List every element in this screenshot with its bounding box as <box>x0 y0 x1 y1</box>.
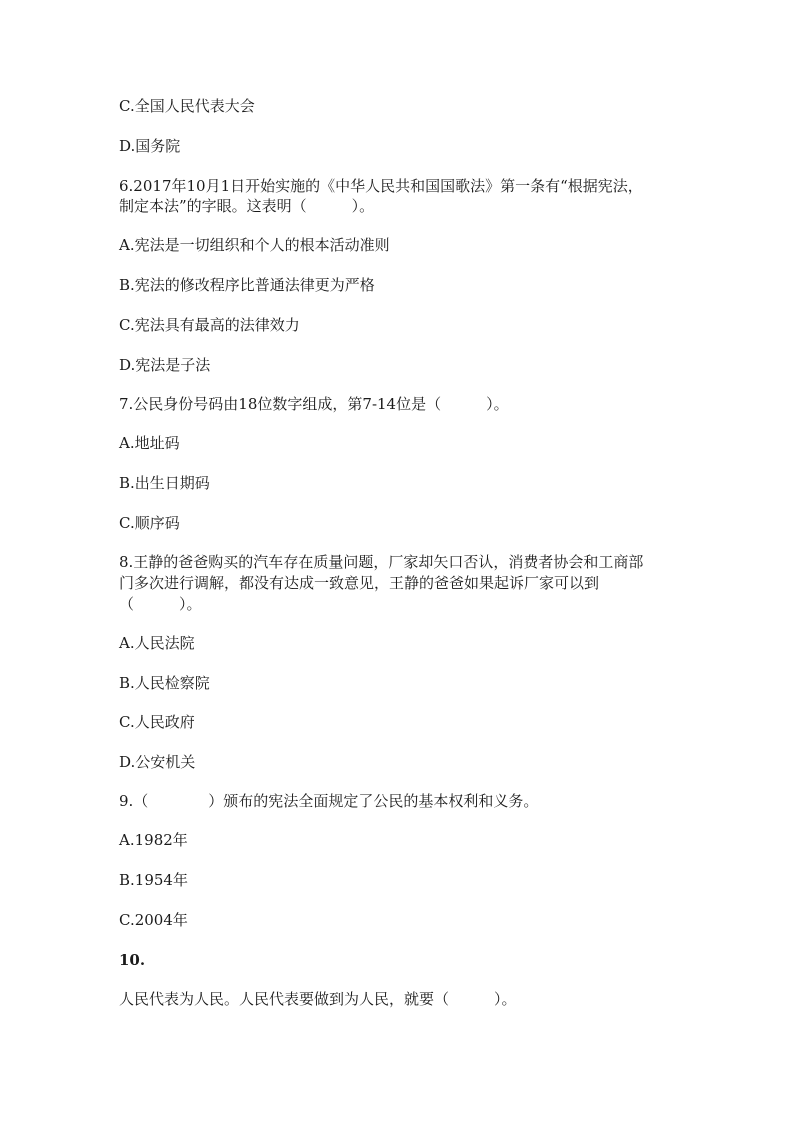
option-q9-a: A.1982年 <box>119 831 188 849</box>
option-q5-d: D.国务院 <box>119 137 181 155</box>
option-q9-b: B.1954年 <box>119 871 188 889</box>
question-6-stem-line-2: 制定本法”的字眼。这表明（ ）。 <box>119 197 375 215</box>
option-q8-b: B.人民检察院 <box>119 674 210 692</box>
question-8-stem-line-3: （ ）。 <box>119 595 202 613</box>
option-q6-d: D.宪法是子法 <box>119 356 211 374</box>
question-8-stem-line-1: 8.王静的爸爸购买的汽车存在质量问题，厂家却矢口否认，消费者协会和工商部 <box>119 553 644 571</box>
option-q6-a: A.宪法是一切组织和个人的根本活动准则 <box>119 236 390 254</box>
option-q8-d: D.公安机关 <box>119 753 196 771</box>
question-6-stem-line-1: 6.2017年10月1日开始实施的《中华人民共和国国歌法》第一条有“根据宪法， <box>119 177 643 195</box>
option-q8-c: C.人民政府 <box>119 713 195 731</box>
option-q7-a: A.地址码 <box>119 434 180 452</box>
option-q5-c: C.全国人民代表大会 <box>119 97 255 115</box>
option-q9-c: C.2004年 <box>119 911 188 929</box>
option-q7-b: B.出生日期码 <box>119 474 210 492</box>
option-q6-b: B.宪法的修改程序比普通法律更为严格 <box>119 276 375 294</box>
option-q7-c: C.顺序码 <box>119 514 180 532</box>
option-q8-a: A.人民法院 <box>119 634 195 652</box>
question-10-stem: 人民代表为人民。人民代表要做到为人民，就要（ ）。 <box>119 990 517 1008</box>
question-8-stem-line-2: 门多次进行调解，都没有达成一致意见，王静的爸爸如果起诉厂家可以到 <box>119 574 600 592</box>
question-9-stem: 9.（ ）颁布的宪法全面规定了公民的基本权利和义务。 <box>119 792 539 810</box>
question-7-stem: 7.公民身份号码由18位数字组成，第7-14位是（ ）。 <box>119 395 509 413</box>
option-q6-c: C.宪法具有最高的法律效力 <box>119 316 300 334</box>
question-10-number: 10. <box>119 951 146 969</box>
